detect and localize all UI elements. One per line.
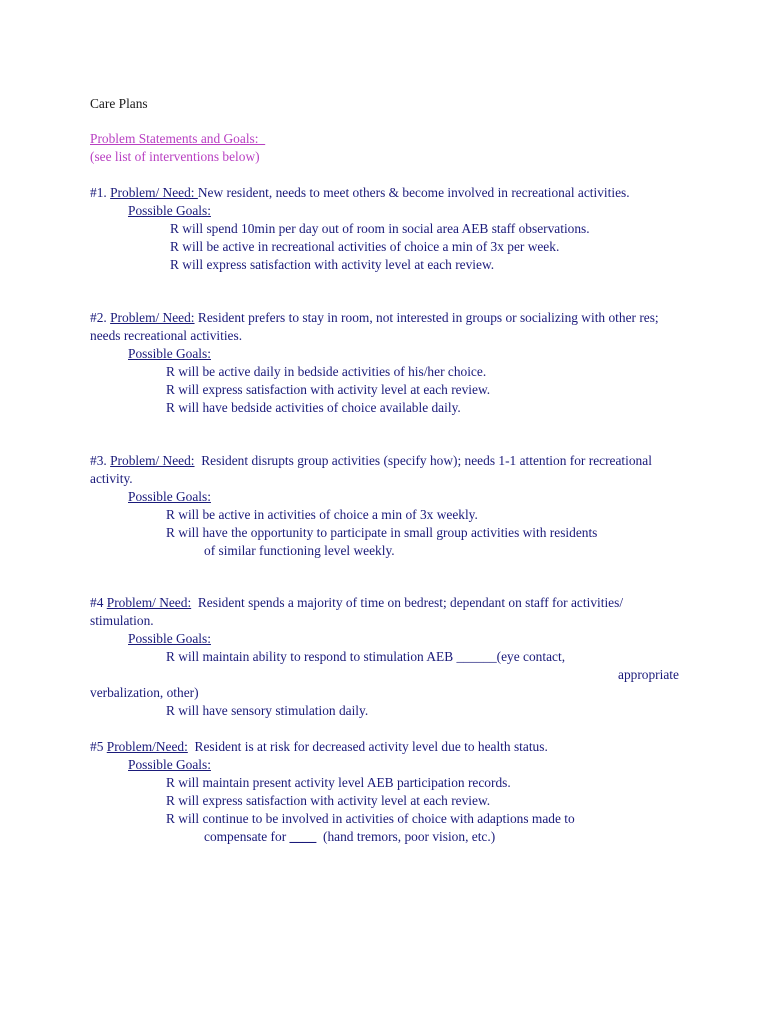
goal-3-2-continuation: of similar functioning level weekly. <box>204 543 395 558</box>
goal-4-1: R will maintain ability to respond to stimulation AEB ______(eye contact, <box>166 649 566 664</box>
goal-5-3-blank: ____ <box>289 829 317 844</box>
goal-1-1: R will spend 10min per day out of room in social area AEB staff observations. <box>170 221 590 236</box>
goal-2-1: R will be active daily in bedside activities of his/her choice. <box>166 364 487 379</box>
problem-3 <box>90 452 652 470</box>
goal-3-1: R will be active in activities of choice a min of 3x weekly. <box>166 507 478 522</box>
goal-5-3: R will continue to be involved in activities of choice with adaptions made to <box>166 811 575 826</box>
problem-statements-heading: Problem Statements and Goals: <box>90 131 266 146</box>
possible-goals-5-label: Possible Goals: <box>128 757 211 772</box>
goal-1-3: R will express satisfaction with activity level at each review. <box>170 257 495 272</box>
possible-goals-4-label: Possible Goals: <box>128 631 211 646</box>
problem-2-label: Problem/ Need: <box>110 310 195 325</box>
goal-5-1: R will maintain present activity level AEB participation records. <box>166 775 511 790</box>
page-title: Care Plans <box>90 96 148 111</box>
possible-goals-1-label: Possible Goals: <box>128 203 211 218</box>
problem-4-number: #4 <box>90 595 104 610</box>
problem-5-label: Problem/Need: <box>106 739 188 754</box>
goal-5-3-continuation-prefix: compensate for <box>204 829 290 844</box>
problem-5-number: #5 <box>90 739 104 754</box>
interventions-note: (see list of interventions below) <box>90 149 260 164</box>
problem-1-text: New resident, needs to meet others & become involved in recreational activities. <box>197 185 630 200</box>
goal-4-1-wrap-right: appropriate <box>618 667 679 682</box>
problem-2-text: Resident prefers to stay in room, not interested in groups or socializing with other res; <box>197 310 659 325</box>
problem-4-text: Resident spends a majority of time on bedrest; dependant on staff for activities/ <box>197 595 624 610</box>
problem-3-text: Resident disrupts group activities (specify how); needs 1-1 attention for recreational <box>201 453 652 468</box>
problem-2-text-line2: needs recreational activities. <box>90 328 243 343</box>
problem-1-label: Problem/ Need: <box>110 185 198 200</box>
goal-3-2: R will have the opportunity to participate in small group activities with residents <box>166 525 598 540</box>
goal-5-2: R will express satisfaction with activity level at each review. <box>166 793 491 808</box>
problem-3-label: Problem/ Need: <box>110 453 195 468</box>
problem-2 <box>90 309 659 327</box>
problem-4-label: Problem/ Need: <box>106 595 192 610</box>
goal-4-2: R will have sensory stimulation daily. <box>166 703 369 718</box>
possible-goals-2-label: Possible Goals: <box>128 346 211 361</box>
goal-2-3: R will have bedside activities of choice available daily. <box>166 400 461 415</box>
problem-5-text: Resident is at risk for decreased activity level due to health status. <box>194 739 548 754</box>
goal-2-2: R will express satisfaction with activity level at each review. <box>166 382 491 397</box>
problem-5 <box>90 738 548 756</box>
possible-goals-3-label: Possible Goals: <box>128 489 211 504</box>
problem-4 <box>90 594 623 612</box>
goal-5-3-continuation <box>204 828 495 846</box>
problem-4-text-line2: stimulation. <box>90 613 154 628</box>
goal-4-1-wrap-left: verbalization, other) <box>90 685 199 700</box>
problem-1-number: #1. <box>90 185 107 200</box>
goal-1-2: R will be active in recreational activities of choice a min of 3x per week. <box>170 239 560 254</box>
problem-1 <box>90 184 630 202</box>
problem-3-text-line2: activity. <box>90 471 133 486</box>
goal-5-3-continuation-suffix: (hand tremors, poor vision, etc.) <box>316 829 496 844</box>
problem-2-number: #2. <box>90 310 107 325</box>
problem-3-number: #3. <box>90 453 107 468</box>
